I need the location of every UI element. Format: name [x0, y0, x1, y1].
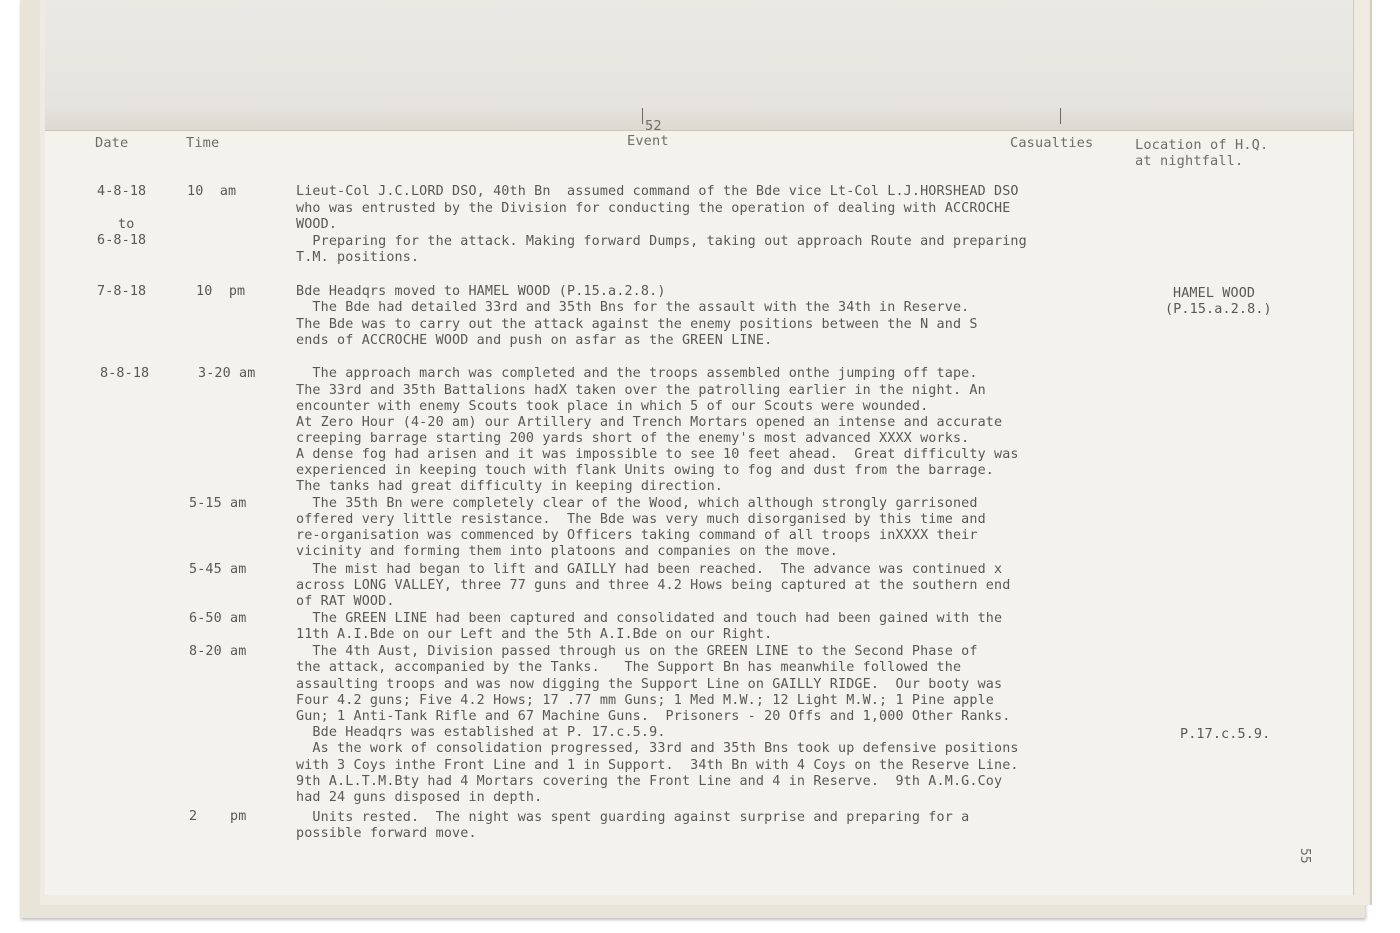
entry-date: 8-8-18: [100, 366, 150, 381]
event-line: vicinity and forming them into platoons and companies on the move.: [296, 544, 838, 559]
entry-time: 10 am: [187, 184, 237, 199]
entry-time: 6-50 am: [189, 611, 247, 626]
event-line: the attack, accompanied by the Tanks. The Support Bn has meanwhile followed the: [296, 660, 962, 675]
event-line: Bde Headqrs moved to HAMEL WOOD (P.15.a.2.8.): [296, 284, 666, 299]
event-line: At Zero Hour (4-20 am) our Artillery and Trench Mortars opened an intense and accurate: [296, 415, 1003, 430]
entry-date: 4-8-18: [97, 184, 147, 199]
event-line: re-organisation was commenced by Officers taking command of all troops inXXXX their: [296, 528, 978, 543]
event-line: Gun; 1 Anti-Tank Rifle and 67 Machine Guns. Prisoners - 20 Offs and 1,000 Other Ranks.: [296, 709, 1011, 724]
entry-time: 5-45 am: [189, 562, 247, 577]
hq-location: (P.15.a.2.8.): [1165, 302, 1272, 317]
event-line: Bde Headqrs was established at P. 17.c.5.9.: [296, 725, 666, 740]
event-line: of RAT WOOD.: [296, 594, 395, 609]
event-line: WOOD.: [296, 217, 338, 232]
event-line: offered very little resistance. The Bde was very much disorganised by this time and: [296, 512, 986, 527]
entry-time: 2 pm: [189, 809, 247, 824]
archive-folio-number: 55: [1297, 848, 1312, 864]
header-time: Time: [186, 135, 220, 151]
event-line: The 33rd and 35th Battalions hadX taken over the patrolling earlier in the night. An: [296, 383, 986, 398]
event-line: assaulting troops and was now digging the Support Line on GAILLY RIDGE. Our booty was: [296, 677, 1003, 692]
event-line: Lieut-Col J.C.LORD DSO, 40th Bn assumed command of the Bde vice Lt-Col L.J.HORSHEAD DSO: [296, 184, 1019, 199]
event-line: experienced in keeping touch with flank Units owing to fog and dust from the barrage.: [296, 463, 995, 478]
event-line: ends of ACCROCHE WOOD and push on asfar as the GREEN LINE.: [296, 333, 773, 348]
event-line: The mist had began to lift and GAILLY had been reached. The advance was continued x: [296, 562, 1003, 577]
entry-date-to: to: [118, 217, 135, 232]
hq-location: HAMEL WOOD: [1173, 286, 1256, 301]
event-line: As the work of consolidation progressed, 33rd and 35th Bns took up defensive positions: [296, 741, 1019, 756]
event-line: had 24 guns disposed in depth.: [296, 790, 543, 805]
header-event: Event: [627, 133, 669, 149]
header-date: Date: [95, 135, 129, 151]
event-line: A dense fog had arisen and it was impossible to see 10 feet ahead. Great difficulty was: [296, 447, 1019, 462]
column-tick-mark: [642, 108, 643, 124]
entry-date: 6-8-18: [97, 233, 147, 248]
event-line: The approach march was completed and the troops assembled onthe jumping off tape.: [296, 366, 978, 381]
event-line: who was entrusted by the Division for conducting the operation of dealing with ACCROCHE: [296, 201, 1011, 216]
event-line: Preparing for the attack. Making forward Dumps, taking out approach Route and preparing: [296, 234, 1027, 249]
entry-time: 10 pm: [196, 284, 246, 299]
event-line: The GREEN LINE had been captured and consolidated and touch had been gained with the: [296, 611, 1003, 626]
event-line: across LONG VALLEY, three 77 guns and three 4.2 Hows being captured at the southern end: [296, 578, 1011, 593]
header-location-line1: Location of H.Q.: [1135, 137, 1269, 153]
header-location-line2: at nightfall.: [1135, 153, 1244, 169]
previous-page-overlap: [45, 0, 1353, 131]
page-number: 52: [645, 118, 662, 134]
event-line: The 4th Aust, Division passed through us on the GREEN LINE to the Second Phase of: [296, 644, 978, 659]
event-line: Units rested. The night was spent guarding against surprise and preparing for a: [296, 810, 970, 825]
event-line: 9th A.L.T.M.Bty had 4 Mortars covering the Front Line and 4 in Reserve. 9th A.M.G.Coy: [296, 774, 1003, 789]
event-line: creeping barrage starting 200 yards short of the enemy's most advanced XXXX works.: [296, 431, 970, 446]
event-line: T.M. positions.: [296, 250, 420, 265]
event-line: possible forward move.: [296, 826, 477, 841]
event-line: 11th A.I.Bde on our Left and the 5th A.I.Bde on our Right.: [296, 627, 773, 642]
event-line: The Bde had detailed 33rd and 35th Bns for the assault with the 34th in Reserve.: [296, 300, 970, 315]
event-line: The Bde was to carry out the attack against the enemy positions between the N and S: [296, 317, 978, 332]
entry-time: 8-20 am: [189, 644, 247, 659]
entry-date: 7-8-18: [97, 284, 147, 299]
entry-time: 3-20 am: [198, 366, 256, 381]
event-line: The tanks had great difficulty in keeping direction.: [296, 479, 724, 494]
event-line: The 35th Bn were completely clear of the Wood, which although strongly garrisoned: [296, 496, 978, 511]
event-line: with 3 Coys inthe Front Line and 1 in Support. 34th Bn with 4 Coys on the Reserve Line.: [296, 758, 1019, 773]
entry-time: 5-15 am: [189, 496, 247, 511]
event-line: Four 4.2 guns; Five 4.2 Hows; 17 .77 mm Guns; 1 Med M.W.; 12 Light M.W.; 1 Pine apple: [296, 693, 995, 708]
hq-location: P.17.c.5.9.: [1180, 727, 1271, 742]
event-line: encounter with enemy Scouts took place in which 5 of our Scouts were wounded.: [296, 399, 929, 414]
header-casualties: Casualties: [1010, 135, 1094, 151]
column-tick-mark: [1060, 108, 1061, 124]
